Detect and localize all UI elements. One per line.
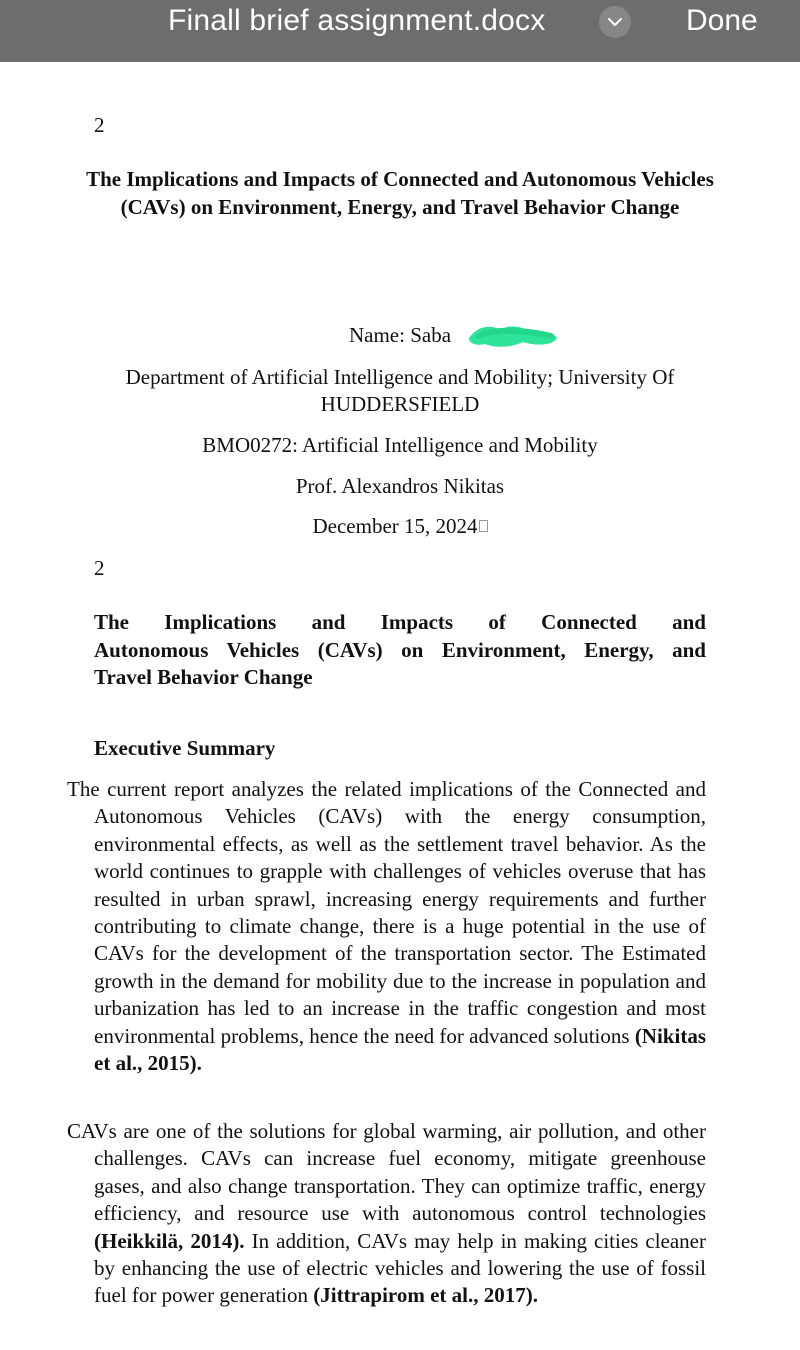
course-line: BMO0272: Artificial Intelligence and Mobility xyxy=(202,433,598,457)
paragraph-2-text-a: CAVs are one of the solutions for global warming, air pollution, and other challenges. CAVs can increase fuel economy, mitigate greenhouse gases, and also change transportation. They can optimize traffic, energy efficiency, and resource use with autonomous control technologies xyxy=(67,1119,706,1226)
redaction-scribble xyxy=(465,320,561,350)
placeholder-glyph-icon xyxy=(479,520,488,532)
document-page[interactable] xyxy=(0,62,800,1350)
citation-nikitas: (Nikitas et al., 2015). xyxy=(94,1023,706,1076)
paragraph-1-text: The current report analyzes the related implications of the Connected and Autonomous Vehicles (CAVs) with the energy consumption, environmental effects, as well as the settlement travel behavior. As the world continues to grapple with challenges of vehicles overuse that has resulted in urban sprawl, increasing energy requirements and further contributing to climate change, there is a huge potential in the use of CAVs for the development of the transportation sector. The Estimated growth in the demand for mobility due to the increase in population and urbanization has led to an increase in the traffic congestion and most environmental problems, hence the need for advanced solutions xyxy=(67,777,706,1048)
paragraph-2 xyxy=(67,1118,706,1310)
title-menu-button[interactable] xyxy=(599,6,631,38)
body-title-line-1: The Implications and Impacts of Connected and xyxy=(94,610,706,634)
body-page-number: 2 xyxy=(94,556,105,580)
body-title-line-3: Travel Behavior Change xyxy=(94,665,313,689)
author-name-line xyxy=(60,322,740,349)
author-name: Name: Saba xyxy=(348,323,452,347)
paragraph-2-text-b: In addition, CAVs may help in making cities cleaner by enhancing the use of electric vehicles and lowering the use of fossil fuel for power generation xyxy=(94,1228,706,1308)
body-title-line-2: Autonomous Vehicles (CAVs) on Environment, Energy, and xyxy=(94,637,706,662)
date-line xyxy=(60,513,740,540)
done-button[interactable]: Done xyxy=(686,4,758,37)
cover-title: The Implications and Impacts of Connected and Autonomous Vehicles (CAVs) on Environment, Energy, and Travel Behavior Change xyxy=(86,167,714,219)
department-line-2: HUDDERSFIELD xyxy=(320,392,480,416)
body-title xyxy=(94,609,706,692)
citation-heikkila: (Heikkilä, 2014). xyxy=(94,1228,245,1253)
chevron-down-icon xyxy=(608,17,622,27)
section-heading: Executive Summary xyxy=(94,736,276,760)
professor-line: Prof. Alexandros Nikitas xyxy=(295,474,505,498)
department-line-1: Department of Artificial Intelligence and Mobility; University Of xyxy=(125,365,675,389)
citation-jittrapirom: (Jittrapirom et al., 2017). xyxy=(313,1283,538,1308)
document-title[interactable]: Finall brief assignment.docx xyxy=(168,4,546,37)
date: December 15, 2024 xyxy=(312,514,478,538)
cover-page-number: 2 xyxy=(94,113,105,137)
paragraph-1 xyxy=(67,776,706,1077)
document-header-bar xyxy=(0,0,800,62)
